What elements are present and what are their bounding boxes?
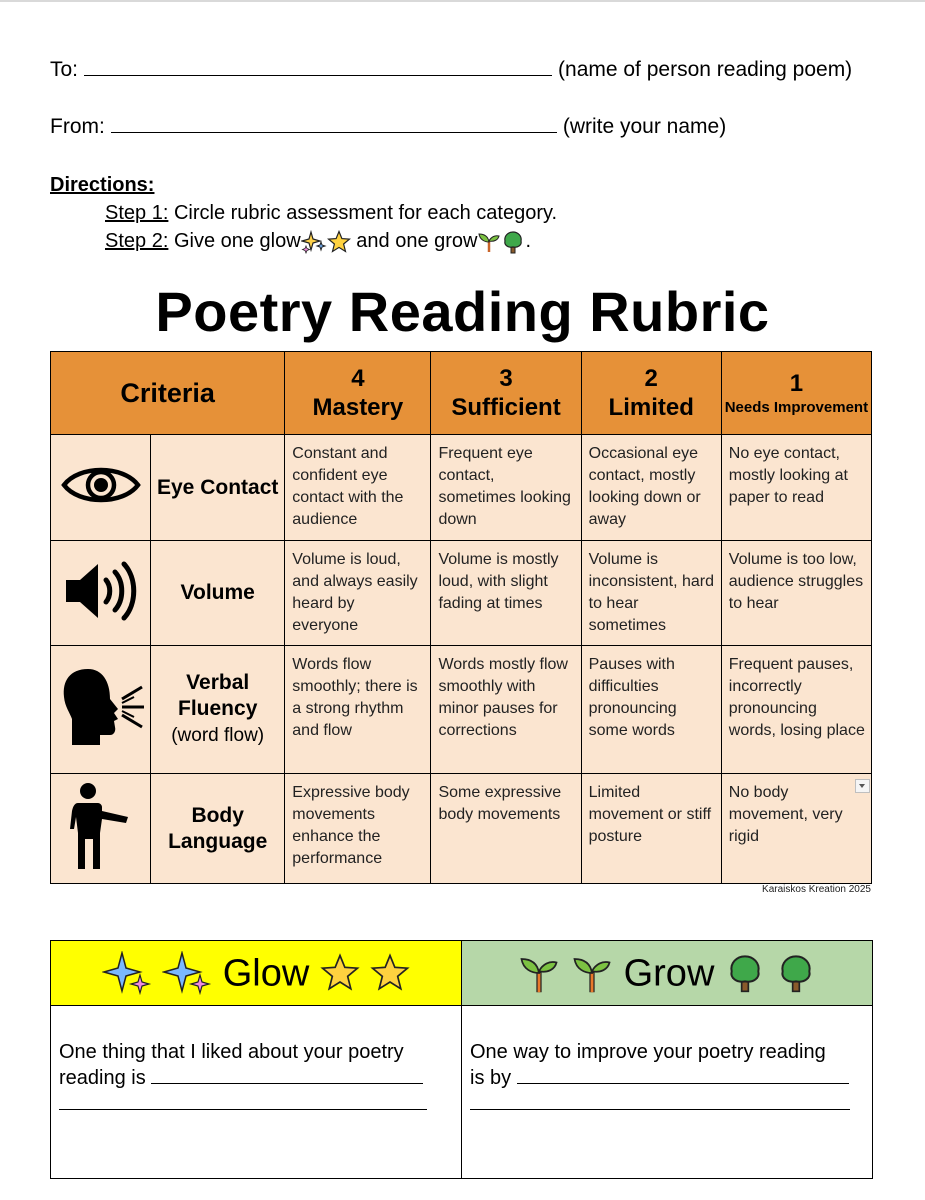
glow-title: Glow xyxy=(222,951,310,994)
step-2-text-b: and one grow xyxy=(356,230,478,252)
level-2-header xyxy=(581,352,721,435)
rubric-table xyxy=(50,351,872,884)
from-hint: (write your name) xyxy=(562,115,727,138)
to-field[interactable] xyxy=(84,57,552,76)
rubric-cell[interactable]: Volume is inconsistent, hard to hear sometimes xyxy=(581,541,721,646)
speaking-head-icon-cell xyxy=(51,646,151,774)
directions xyxy=(50,171,557,255)
rubric-cell[interactable]: Volume is mostly loud, with slight fading at times xyxy=(431,541,581,646)
criteria-header: Criteria xyxy=(51,352,285,435)
tree-icon xyxy=(776,951,816,995)
top-divider xyxy=(0,0,925,2)
tree-icon xyxy=(501,230,525,254)
grow-response[interactable] xyxy=(462,1006,873,1179)
rubric-row-eye-contact xyxy=(51,435,872,541)
star-icon xyxy=(327,230,351,254)
level-1-score: 1 xyxy=(789,370,804,397)
from-field[interactable] xyxy=(111,114,557,133)
tree-icon xyxy=(725,951,765,995)
sparkles-icon xyxy=(162,951,212,995)
directions-heading: Directions: xyxy=(50,174,155,196)
page-title: Poetry Reading Rubric xyxy=(155,280,770,343)
grow-prompt-b: is by xyxy=(470,1067,512,1089)
step-1-text: Circle rubric assessment for each category. xyxy=(173,202,558,224)
credit-text: Karaiskos Kreation 2025 xyxy=(762,884,871,895)
step-1-label: Step 1: xyxy=(105,202,169,224)
glow-prompt-b: reading is xyxy=(59,1067,146,1089)
level-1-header xyxy=(721,352,871,435)
dropdown-chevron-icon[interactable] xyxy=(855,779,870,793)
glow-response[interactable] xyxy=(51,1006,462,1179)
rubric-cell[interactable]: No eye contact, mostly looking at paper to read xyxy=(721,435,871,541)
rubric-cell[interactable]: Words flow smoothly; there is a strong rhythm and flow xyxy=(285,646,431,774)
criterion-name: Verbal Fluency xyxy=(178,671,258,720)
grow-prompt-a: One way to improve your poetry reading xyxy=(470,1041,826,1063)
level-4-score: 4 xyxy=(351,365,365,392)
level-3-score: 3 xyxy=(499,365,513,392)
seedling-icon xyxy=(518,951,560,995)
from-line xyxy=(50,114,726,140)
step-2 xyxy=(50,227,557,255)
eye-icon-cell xyxy=(51,435,151,541)
sparkles-icon xyxy=(102,951,152,995)
criterion-verbal-fluency xyxy=(151,646,285,774)
rubric-cell[interactable]: Volume is loud, and always easily heard by everyone xyxy=(285,541,431,646)
step-2-end: . xyxy=(525,230,532,252)
rubric-cell[interactable]: Volume is too low, audience struggles to hear xyxy=(721,541,871,646)
step-2-label: Step 2: xyxy=(105,230,169,252)
rubric-cell[interactable]: Some expressive body movements xyxy=(431,774,581,884)
grow-title: Grow xyxy=(623,951,715,994)
eye-icon xyxy=(61,462,141,508)
rubric-cell[interactable]: Expressive body movements enhance the performance xyxy=(285,774,431,884)
to-line xyxy=(50,57,852,83)
step-1 xyxy=(50,199,557,227)
rubric-cell[interactable]: No body movement, very rigid xyxy=(721,774,871,884)
rubric-cell[interactable]: Frequent pauses, incorrectly pronouncing words, losing place xyxy=(721,646,871,774)
rubric-cell[interactable]: Pauses with difficulties pronouncing some words xyxy=(581,646,721,774)
to-hint: (name of person reading poem) xyxy=(558,58,853,81)
glow-prompt-a: One thing that I liked about your poetry xyxy=(59,1041,404,1063)
glow-blank-2[interactable] xyxy=(59,1091,427,1110)
glow-grow-table xyxy=(50,940,873,1179)
glow-blank-1[interactable] xyxy=(151,1065,423,1084)
criterion-name: Body Language xyxy=(168,803,268,853)
glow-header xyxy=(51,941,462,1006)
level-4-label: Mastery xyxy=(312,394,404,421)
criterion-body-language xyxy=(151,774,285,884)
rubric-cell[interactable]: Frequent eye contact, sometimes looking down xyxy=(431,435,581,541)
level-2-label: Limited xyxy=(608,394,694,421)
grow-blank-1[interactable] xyxy=(517,1065,849,1084)
grow-blank-2[interactable] xyxy=(470,1091,850,1110)
seedling-icon xyxy=(571,951,613,995)
from-label: From: xyxy=(50,115,105,138)
rubric-cell[interactable]: Words mostly flow smoothly with minor pauses for corrections xyxy=(431,646,581,774)
criterion-name: Eye Contact xyxy=(157,475,279,499)
criterion-name: Volume xyxy=(180,581,255,604)
person-gesture-icon-cell xyxy=(51,774,151,884)
rubric-cell[interactable]: Constant and confident eye contact with the audience xyxy=(285,435,431,541)
level-3-label: Sufficient xyxy=(451,394,561,421)
rubric-row-body-language xyxy=(51,774,872,884)
rubric-cell[interactable]: Limited movement or stiff posture xyxy=(581,774,721,884)
star-icon xyxy=(320,953,360,993)
rubric-row-volume xyxy=(51,541,872,646)
to-label: To: xyxy=(50,58,79,81)
speaking-head-icon xyxy=(56,667,146,747)
speaker-icon xyxy=(64,560,138,622)
criterion-volume xyxy=(151,541,285,646)
grow-header xyxy=(462,941,873,1006)
sparkles-icon xyxy=(301,230,327,254)
level-4-header xyxy=(285,352,431,435)
rubric-cell[interactable]: Occasional eye contact, mostly looking down or away xyxy=(581,435,721,541)
step-2-text-a: Give one glow xyxy=(173,230,301,252)
level-2-score: 2 xyxy=(644,365,658,392)
seedling-icon xyxy=(477,230,501,254)
level-1-label: Needs Improvement xyxy=(724,399,869,416)
person-gesture-icon xyxy=(66,781,136,871)
star-icon xyxy=(370,953,410,993)
speaker-icon-cell xyxy=(51,541,151,646)
rubric-header-row xyxy=(51,352,872,435)
criterion-eye-contact xyxy=(151,435,285,541)
rubric-row-verbal-fluency xyxy=(51,646,872,774)
criterion-subtitle: (word flow) xyxy=(171,725,265,746)
level-3-header xyxy=(431,352,581,435)
